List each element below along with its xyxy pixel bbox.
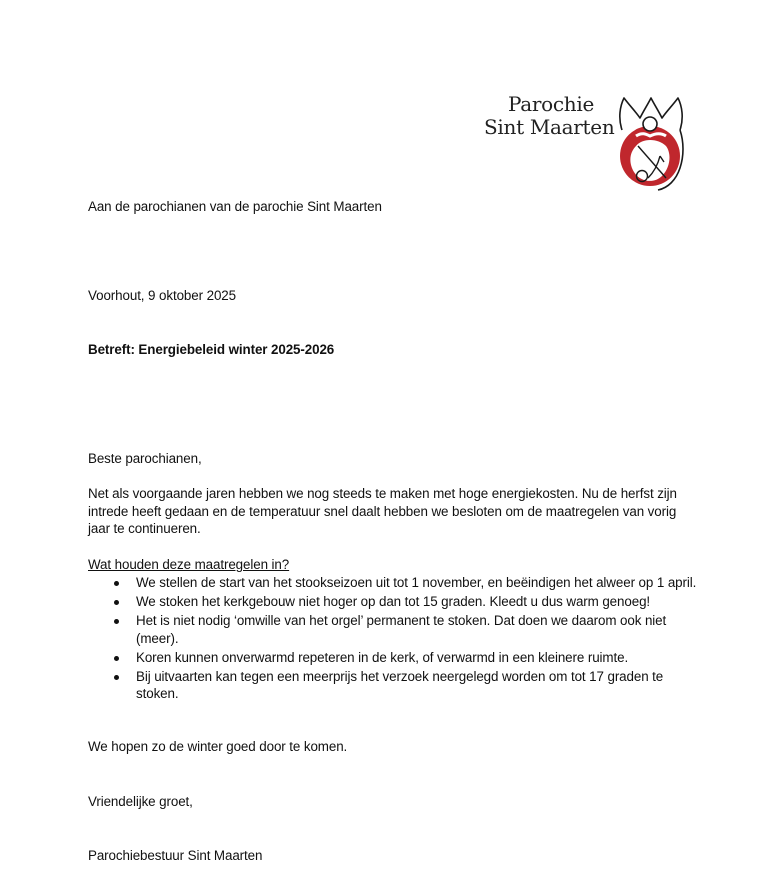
logo-text-line2: Sint Maarten	[484, 115, 615, 139]
bullet-icon	[114, 619, 119, 624]
addressee: Aan de parochianen van de parochie Sint Maarten	[88, 199, 382, 214]
list-item	[88, 649, 700, 667]
list-item-text: Het is niet nodig ‘omwille van het orgel’ permanent te stoken. Dat doen we daarom ook niet (meer).	[136, 613, 667, 646]
list-item-text: Koren kunnen onverwarmd repeteren in de kerk, of verwarmd in een kleinere ruimte.	[136, 649, 629, 665]
parish-logo	[480, 88, 700, 193]
logo-text-line1: Parochie	[508, 92, 594, 116]
list-item-text: We stoken het kerkgebouw niet hoger op dan tot 15 graden. Kleedt u dus warm genoeg!	[136, 594, 651, 609]
place-date: Voorhout, 9 oktober 2025	[88, 288, 236, 303]
list-item	[88, 593, 700, 611]
list-item-text: We stellen de start van het stookseizoen uit tot 1 november, en beëindigen het alweer op 1 april.	[136, 575, 697, 590]
list-item	[88, 668, 700, 703]
salutation: Beste parochianen,	[88, 451, 202, 466]
subject-line: Betreft: Energiebeleid winter 2025-2026	[88, 342, 335, 357]
list-item	[88, 574, 700, 592]
signature: Parochiebestuur Sint Maarten	[88, 848, 263, 863]
greeting: Vriendelijke groet,	[88, 794, 193, 809]
bullet-icon	[114, 675, 119, 680]
intro-paragraph: Net als voorgaande jaren hebben we nog steeds te maken met hoge energiekosten. Nu de herfst zijn intrede heeft gedaan en de temperatuur snel daalt hebben we besloten om de maatregelen van vorig jaar te continueren.	[88, 486, 677, 536]
measures-list	[88, 574, 700, 704]
measures-heading: Wat houden deze maatregelen in?	[88, 557, 290, 572]
closing-line: We hopen zo de winter goed door te komen.	[88, 739, 348, 754]
list-item	[88, 612, 700, 647]
bullet-icon	[114, 600, 119, 605]
sint-maarten-emblem-icon	[614, 92, 688, 192]
list-item-text: Bij uitvaarten kan tegen een meerprijs het verzoek neergelegd worden om tot 17 graden te stoken.	[136, 668, 664, 701]
bullet-icon	[114, 656, 119, 661]
bullet-icon	[114, 581, 119, 586]
